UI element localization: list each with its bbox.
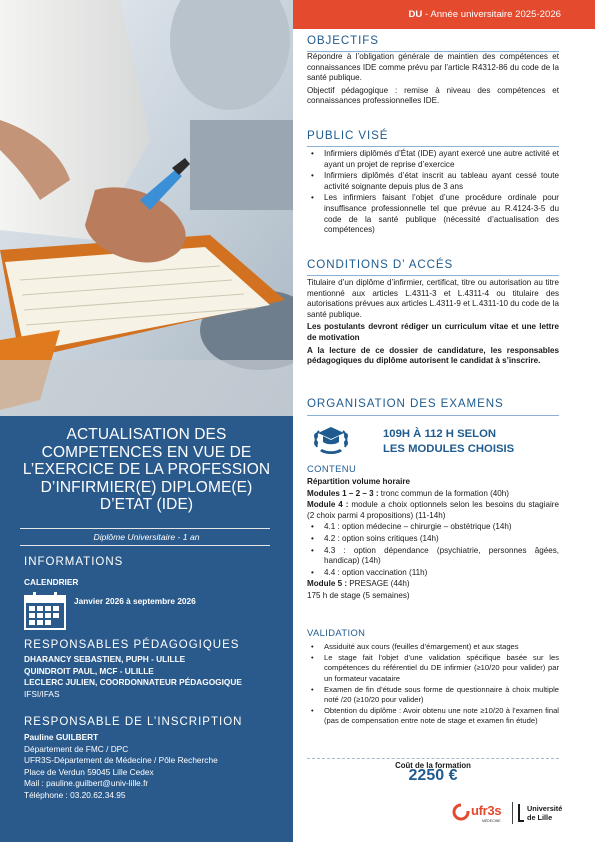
inscription-heading: RESPONSABLE DE L’INSCRIPTION: [24, 716, 243, 728]
responsables-list: [24, 654, 284, 700]
main-title-line: D’ETAT (IDE): [99, 496, 194, 513]
main-title-line: COMPETENCES EN VUE DE: [41, 443, 252, 461]
public-item: • Les infirmiers faisant l’objet d’une procédure ordinale pour insuffisance professionnelle tel que prévue au R.4124-3-5 du code de la santé publique (nécessité d’actualisation des compétences): [307, 193, 559, 235]
responsable-entry: LECLERC JULIEN, COORDONNATEUR PÉDAGOGIQUE: [24, 677, 242, 687]
organisation-heading: ORGANISATION DES EXAMENS: [307, 397, 504, 410]
subtitle: Diplôme Universitaire - 1 an: [93, 532, 200, 542]
responsables-heading: RESPONSABLES PÉDAGOGIQUES: [24, 639, 240, 651]
option-item: • 4.3 : option dépendance (psychiatrie, personnes âgées, handicap) (14h): [307, 546, 559, 567]
left-info-panel: [0, 416, 293, 842]
univ-lille-logo-icon: [518, 804, 524, 822]
contact-mail[interactable]: Mail : pauline.guilbert@univ-lille.fr: [24, 778, 149, 789]
public-heading: PUBLIC VISÉ: [307, 129, 389, 142]
contenu-text: [307, 477, 559, 604]
stage-duration: 175 h de stage (5 semaines): [307, 590, 410, 600]
modules-123-label: Modules 1 – 2 – 3 :: [307, 488, 379, 498]
hours-summary: [383, 427, 514, 456]
responsable-entry: QUINDROIT PAUL, MCF - ULILLE: [24, 665, 154, 676]
modules-123-text: tronc commun de la formation (40h): [378, 488, 509, 498]
contact-ufr: UFR3S-Département de Médecine / Pôle Recherche: [24, 755, 218, 766]
heading-rule: [307, 146, 559, 147]
ufr3s-logo-sub: MÉDECINE: [482, 819, 501, 823]
contact-phone[interactable]: Téléphone : 03.20.62.34.95: [24, 789, 126, 800]
repartition: Répartition volume horaire: [307, 477, 410, 486]
left-column: [0, 0, 293, 842]
contact-name: Pauline GUILBERT: [24, 732, 99, 742]
ufr3s-logo-text: ufr3s: [471, 803, 502, 818]
univ-lille-line: Université: [527, 804, 563, 813]
hero-photo: [0, 0, 293, 416]
calendar-icon: [24, 592, 66, 630]
validation-item: • Obtention du diplôme : Avoir obtenu une note ≥10/20 à l’examen final (pas de compensation entre note de stage et examen fin étude): [307, 706, 559, 726]
hours-line: 109H À 112 H SELON: [383, 428, 497, 440]
hero-photo-illustration: [0, 0, 293, 416]
responsable-entry: IFSI/IFAS: [24, 688, 60, 699]
logo-separator: [512, 802, 513, 824]
subtitle-divider: [20, 545, 270, 546]
calendrier-label: CALENDRIER: [24, 577, 79, 587]
validation-item: • Examen de fin d’étude sous forme de questionnaire à choix multiple noté /20 (≥10/20 pour valider): [307, 685, 559, 705]
option-item: • 4.4 : option vaccination (11h): [307, 568, 559, 579]
hours-line: LES MODULES CHOISIS: [383, 442, 515, 455]
validation-item: • Le stage fait l’objet d’une validation spécifique basée sur les compétences du référentiel du DE infirmier (≥10/20 pour valider) par un formateur vacataire: [307, 653, 559, 684]
conditions-p2: Les postulants devront rédiger un curriculum vitae et une lettre de motivation: [307, 322, 559, 342]
validation-list: [307, 642, 559, 728]
public-item: • Infirmiers diplômés d’état inscrit au tableau ayant cessé toute activité soignante depuis plus de 3 ans: [307, 171, 559, 192]
ufr3s-logo-icon: [452, 803, 470, 821]
objectifs-p2: Objectif pédagogique : remise à niveau des compétences et connaissances professionnelles IDE.: [307, 85, 559, 106]
calendrier-dates: Janvier 2026 à septembre 2026: [74, 596, 196, 606]
academic-year-bar: [293, 0, 595, 29]
validation-heading: VALIDATION: [307, 627, 366, 638]
main-title: [10, 426, 283, 514]
module-5-text: PRESAGE (44h): [347, 579, 410, 589]
logos: [452, 800, 576, 826]
conditions-text: [307, 278, 559, 369]
objectifs-p1: Répondre à l’obligation générale de maintien des compétences et connaissances IDE comme prévu par l’article R4312-86 du code de la santé publique.: [307, 52, 559, 83]
contact-address: Place de Verdun 59045 Lille Cedex: [24, 766, 154, 777]
cost-divider: [307, 758, 559, 759]
univ-lille-logo-text: [527, 805, 562, 822]
public-list: [307, 149, 559, 237]
cost-label: Coût de la formation: [395, 761, 471, 770]
cost-value: 2250 €: [408, 767, 458, 784]
module-4-label: Module 4 :: [307, 500, 349, 510]
module-5-label: Module 5 :: [307, 579, 348, 589]
graduation-cap-icon: [311, 423, 351, 457]
univ-lille-line: de Lille: [527, 812, 553, 822]
heading-rule: [307, 275, 559, 276]
conditions-p3: A la lecture de ce dossier de candidature, les responsables pédagogiques du diplôme autorisent le candidat à s’inscrire.: [307, 345, 559, 366]
option-item: • 4.1 : option médecine – chirurgie – obstétrique (14h): [307, 522, 559, 533]
module-4-text: module a choix optionnels selon les besoins du stagiaire (2 choix parmi 4 propositions) (11-14h): [307, 500, 559, 520]
inscription-contact: [24, 732, 284, 802]
validation-item: • Assiduité aux cours (feuilles d’émargement) et aux stages: [307, 642, 559, 652]
objectifs-heading: OBJECTIFS: [307, 34, 379, 47]
main-title-line: ACTUALISATION DES: [66, 426, 227, 443]
option-item: • 4.2 : option soins critiques (14h): [307, 534, 559, 545]
main-title-line: D’INFIRMIER(E) DIPLOME(E): [40, 478, 253, 496]
informations-heading: INFORMATIONS: [24, 556, 124, 568]
conditions-p1: Titulaire d’un diplôme d’infirmier, certificat, titre ou autorisation au titre mentionné aux articles L.4311-3 et L.4311-4 ou titulaire des autorisations prévues aux articles L.4311-9 et L.4311-10 du code de la santé publique.: [307, 278, 559, 319]
conditions-heading: CONDITIONS D’ ACCÉS: [307, 258, 454, 271]
du-label: DU: [408, 9, 423, 20]
objectifs-text: [307, 52, 559, 109]
heading-rule: [307, 415, 559, 416]
contenu-heading: CONTENU: [307, 463, 357, 474]
public-item: • Infirmiers diplômés d’État (IDE) ayant exercé une autre activité et ayant un projet de reprise d’exercice: [307, 149, 559, 170]
contact-department: Département de FMC / DPC: [24, 743, 129, 754]
responsable-entry: DHARANCY SEBASTIEN, PUPH - ULILLE: [24, 654, 186, 664]
title-divider: [20, 528, 270, 529]
academic-year: - Année universitaire 2025-2026: [422, 9, 561, 20]
main-title-line: L’EXERCICE DE LA PROFESSION: [22, 461, 271, 478]
